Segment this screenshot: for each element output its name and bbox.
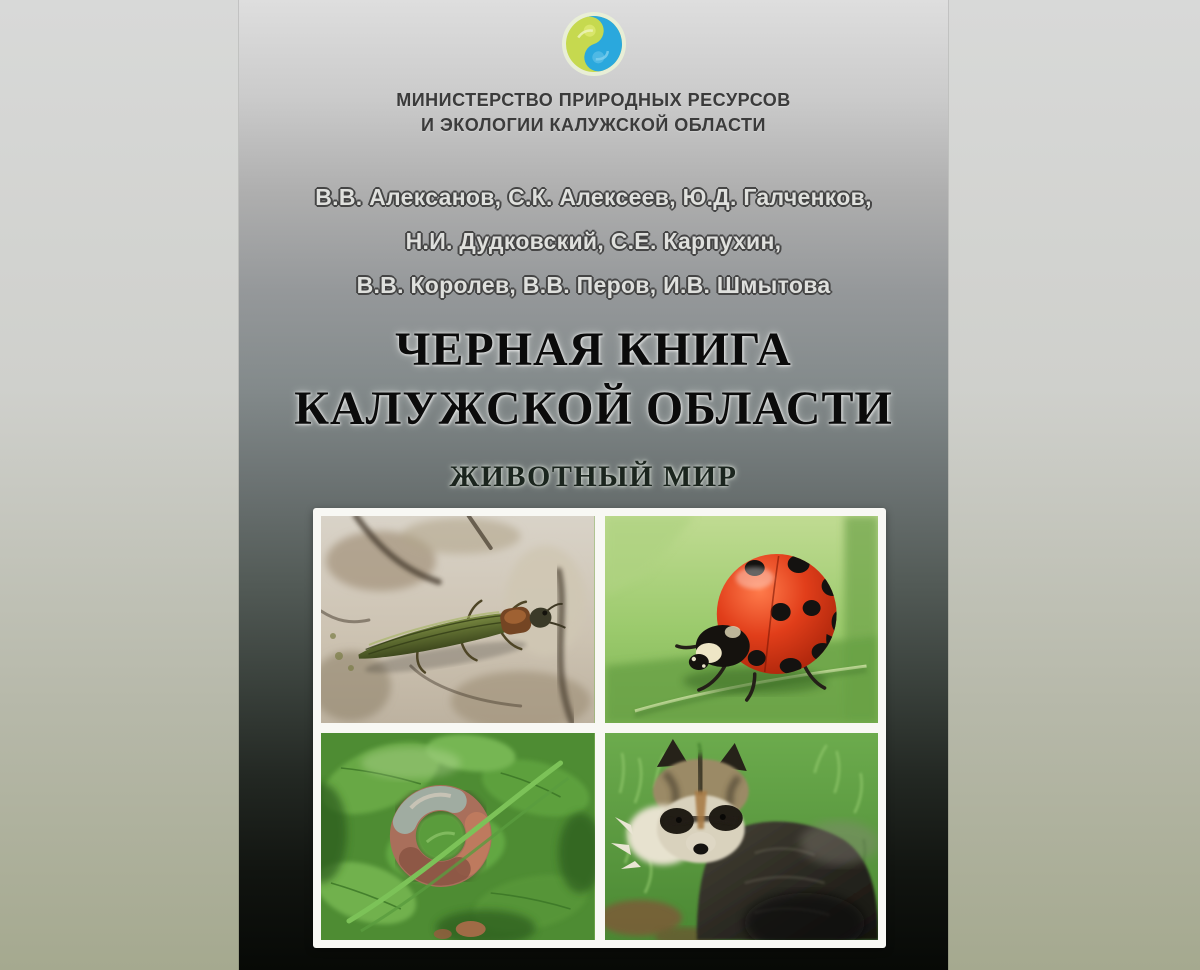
book-title-line-1: ЧЕРНАЯ КНИГА [395, 323, 792, 376]
authors-line-3: В.В. Королев, В.В. Перов, И.В. Шмытова [356, 272, 831, 298]
logo-wrap [239, 11, 948, 77]
harlequin-ladybird-on-leaf-photo [605, 516, 879, 723]
photo-grid [313, 508, 886, 948]
ministry-ecology-yin-yang-logo [561, 11, 627, 77]
raccoon-dog-in-grass-photo [605, 733, 879, 940]
ministry-line-2: И ЭКОЛОГИИ КАЛУЖСКОЙ ОБЛАСТИ [421, 115, 766, 135]
metallic-jewel-beetle-on-bark-photo [321, 516, 595, 723]
authors-list [239, 175, 948, 307]
book-subtitle: ЖИВОТНЫЙ МИР [449, 460, 738, 493]
authors-line-1: В.В. Алексанов, С.К. Алексеев, Ю.Д. Галченков, [315, 184, 872, 210]
authors-line-2: Н.И. Дудковский, С.Е. Карпухин, [405, 228, 782, 254]
coiled-slug-on-leaves-photo [321, 733, 595, 940]
book-cover [239, 0, 948, 970]
ministry-name [239, 88, 948, 138]
ministry-line-1: МИНИСТЕРСТВО ПРИРОДНЫХ РЕСУРСОВ [396, 90, 791, 110]
book-title-line-2: КАЛУЖСКОЙ ОБЛАСТИ [294, 382, 893, 435]
book-title [239, 320, 948, 438]
